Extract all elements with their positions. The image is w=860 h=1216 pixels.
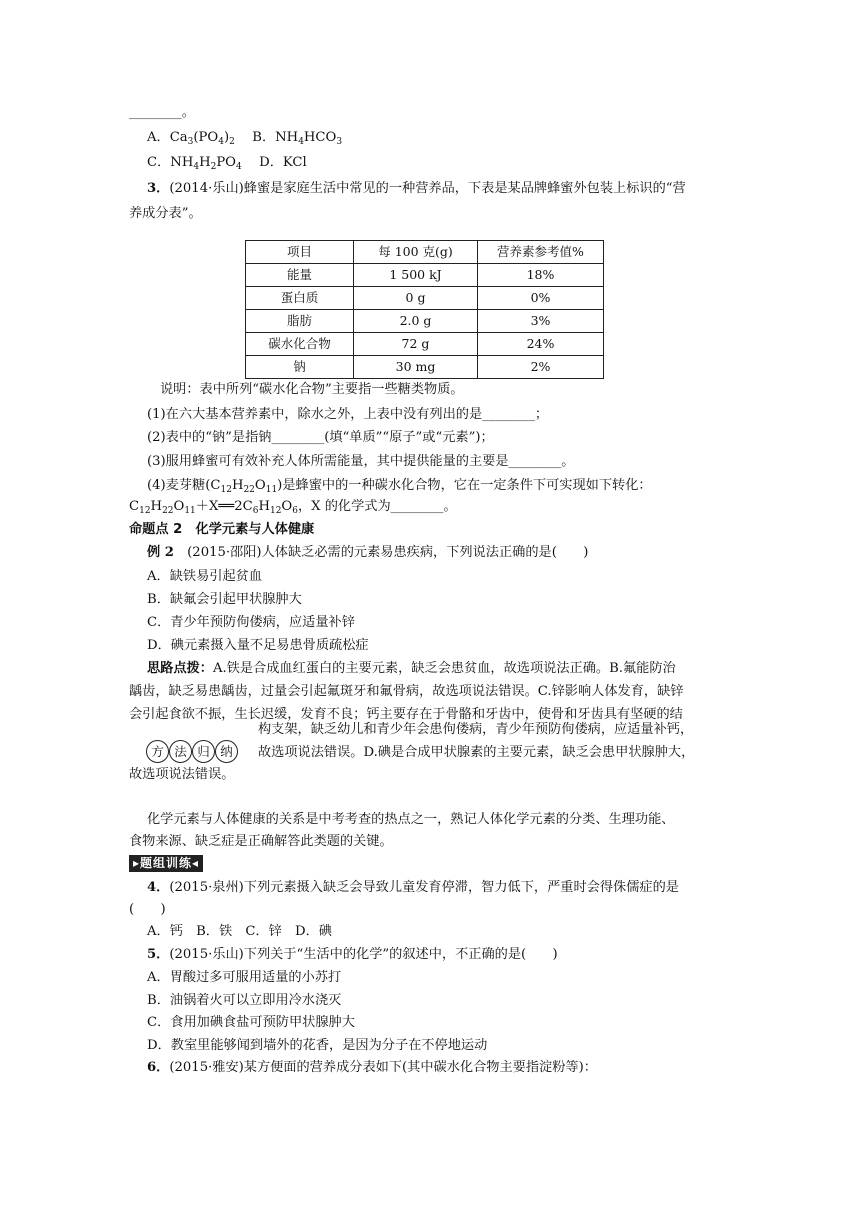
summary-line2: 食物来源、缺乏症是正确解答此类题的关键。 [129, 834, 393, 849]
analysis-line5: 故选项说法错误。D.碘是合成甲状腺素的主要元素，缺乏会患甲状腺肿大， [258, 745, 695, 760]
q3-intro-line2: 养成分表”。 [129, 206, 202, 221]
q3-equation: $C_{12}H_{22}O_{11}+X══2C_6H_{12}O_6$，X 的化学式为________。 [129, 499, 457, 516]
table-header-cell: 营养素参考值% [478, 241, 604, 264]
table-header-cell: 每 100 克(g) [354, 241, 478, 264]
analysis-line6: 故选项说法错误。 [129, 767, 235, 782]
q2-option-c: C．$NH_4H_2PO_4$ [147, 155, 242, 172]
analysis-line3: 会引起食欲不振，生长迟缓，发育不良；钙主要存在于骨骼和牙齿中，使骨和牙齿具有坚硬的结 [129, 707, 683, 722]
table-cell: 24% [478, 333, 604, 356]
table-cell: 72 g [354, 333, 478, 356]
table-cell: 30 mg [354, 356, 478, 379]
q2-options-row2 [147, 153, 307, 177]
q3-intro-line1: 3．(2014·乐山)蜂蜜是家庭生活中常见的一种营养品，下表是某品牌蜂蜜外包装上标识的“营 [147, 181, 686, 196]
q2-option-a: A．$Ca_3(PO_4)_2$ [147, 130, 235, 147]
method-char: 方 [146, 740, 169, 763]
q4-options: A．钙 B．铁 C．锌 D．碘 [147, 924, 332, 939]
q3-part1: (1)在六大基本营养素中，除水之外，上表中没有列出的是________； [147, 407, 549, 422]
table-header-row [246, 241, 604, 264]
analysis-line1: 思路点拨：A.铁是合成血红蛋白的主要元素，缺乏会患贫血，故选项说法正确。B.氟能防治 [147, 661, 676, 676]
method-char: 纳 [215, 740, 238, 763]
table-note: 说明：表中所列“碳水化合物”主要指一些糖类物质。 [160, 382, 464, 397]
q2-blank: ________。 [129, 105, 195, 120]
table-row [246, 310, 604, 333]
table-cell: 脂肪 [246, 310, 354, 333]
q5-stem: 5．(2015·乐山)下列关于“生活中的化学”的叙述中，不正确的是( ) [147, 947, 558, 962]
nutrition-table [245, 240, 604, 379]
analysis-line4: 构支架，缺乏幼儿和青少年会患佝偻病，青少年预防佝偻病，应适量补钙， [258, 722, 694, 737]
table-row [246, 287, 604, 310]
q5-option: A．胃酸过多可服用适量的小苏打 [147, 970, 342, 985]
example-2-stem: 例 2 (2015·邵阳)人体缺乏必需的元素易患疾病，下列说法正确的是( ) [147, 545, 589, 560]
q2-option-d: D．KCl [259, 155, 307, 170]
table-cell: 3% [478, 310, 604, 333]
example-option: B．缺氟会引起甲状腺肿大 [147, 592, 302, 607]
example-label: 例 2 [147, 545, 174, 560]
example-option: D．碘元素摄入量不足易患骨质疏松症 [147, 638, 369, 653]
q3-part3: (3)服用蜂蜜可有效补充人体所需能量，其中提供能量的主要是________。 [147, 454, 575, 469]
topic-heading: 命题点 2 化学元素与人体健康 [129, 522, 315, 537]
example-option: C．青少年预防佝偻病，应适量补锌 [147, 615, 355, 630]
group-training-banner: ▸题组训练◂ [129, 855, 203, 872]
q3-part4: (4)麦芽糖$(C_{12}H_{22}O_{11})$是蜂蜜中的一种碳水化合物，它在一定条件下可实现如下转化： [147, 478, 652, 495]
q6-number: 6． [147, 1060, 170, 1075]
table-cell: 0% [478, 287, 604, 310]
summary-line1: 化学元素与人体健康的关系是中考考查的热点之一，熟记人体化学元素的分类、生理功能、 [147, 812, 675, 827]
table-cell: 2% [478, 356, 604, 379]
table-cell: 0 g [354, 287, 478, 310]
q3-number: 3． [147, 181, 170, 196]
table-cell: 钠 [246, 356, 354, 379]
q2-options-row1 [147, 128, 342, 152]
q5-option: C．食用加碘食盐可预防甲状腺肿大 [147, 1015, 355, 1030]
q4-number: 4． [147, 880, 170, 895]
q5-number: 5． [147, 947, 170, 962]
table-cell: 18% [478, 264, 604, 287]
table-header-cell: 项目 [246, 241, 354, 264]
example-option: A．缺铁易引起贫血 [147, 569, 263, 584]
q4-paren: ( ) [129, 902, 166, 917]
table-row [246, 264, 604, 287]
q6-stem: 6．(2015·雅安)某方便面的营养成分表如下(其中碳水化合物主要指淀粉等)： [147, 1060, 597, 1075]
table-row [246, 356, 604, 379]
table-row [246, 333, 604, 356]
q5-option: D．教室里能够闻到墙外的花香，是因为分子在不停地运动 [147, 1038, 488, 1053]
analysis-label: 思路点拨： [147, 661, 213, 676]
method-summary-badge [146, 740, 238, 763]
q3-part2: (2)表中的“钠”是指钠________(填“单质”“原子”或“元素”)； [147, 430, 494, 445]
table-cell: 能量 [246, 264, 354, 287]
analysis-line2: 龋齿，缺乏易患龋齿，过量会引起氟斑牙和氟骨病，故选项说法错误。C.锌影响人体发育，缺锌 [129, 684, 684, 699]
method-char: 归 [192, 740, 215, 763]
table-cell: 1 500 kJ [354, 264, 478, 287]
table-cell: 蛋白质 [246, 287, 354, 310]
method-char: 法 [169, 740, 192, 763]
table-cell: 碳水化合物 [246, 333, 354, 356]
q4-stem: 4．(2015·泉州)下列元素摄入缺乏会导致儿童发育停滞，智力低下，严重时会得侏儒症的是 [147, 880, 679, 895]
q2-option-b: B．$NH_4HCO_3$ [252, 130, 343, 147]
table-cell: 2.0 g [354, 310, 478, 333]
q5-option: B．油锅着火可以立即用冷水浇灭 [147, 993, 342, 1008]
